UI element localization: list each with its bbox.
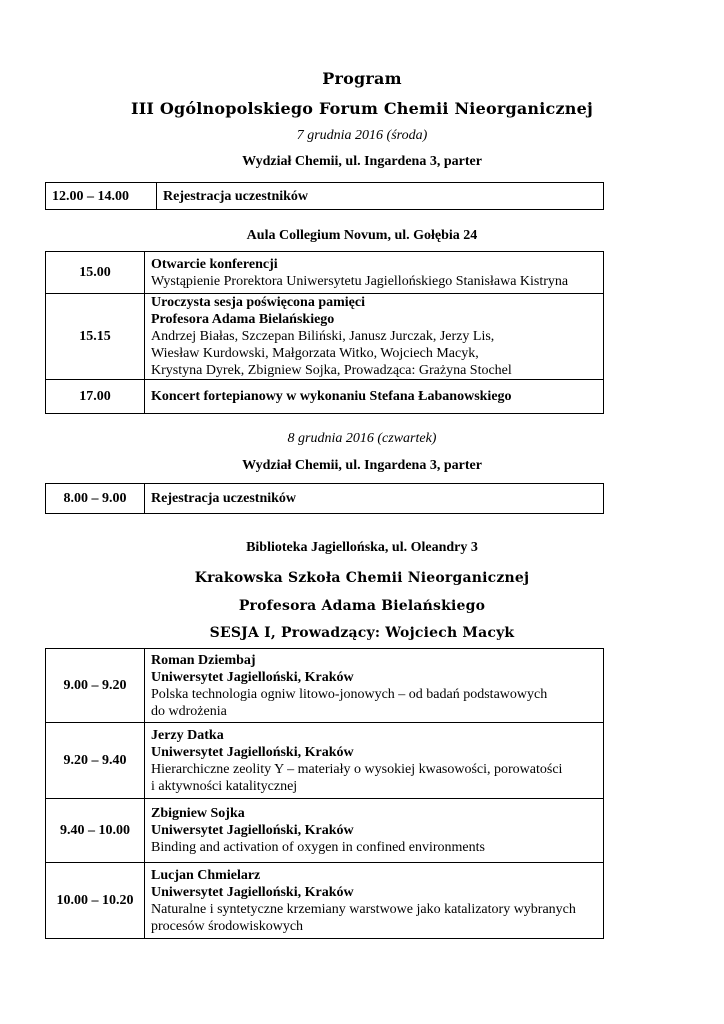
time-cell: 9.20 – 9.40 xyxy=(46,723,145,799)
time-cell: 12.00 – 14.00 xyxy=(46,183,157,210)
talk-cell xyxy=(145,723,604,799)
event-cell xyxy=(145,294,604,380)
speaker-name: Jerzy Datka xyxy=(151,727,224,743)
time-cell: 17.00 xyxy=(46,380,145,414)
talk-cell xyxy=(145,863,604,939)
table-row xyxy=(46,294,604,380)
table-row xyxy=(46,484,604,514)
talk-cell xyxy=(145,799,604,863)
table-row xyxy=(46,723,604,799)
time-cell: 9.00 – 9.20 xyxy=(46,649,145,723)
speaker-affiliation: Uniwersytet Jagielloński, Kraków xyxy=(151,884,354,900)
time-cell: 15.00 xyxy=(46,252,145,294)
day2-venue-2: Biblioteka Jagiellońska, ul. Oleandry 3 xyxy=(246,540,478,555)
talk-title-line: i aktywności katalitycznej xyxy=(151,778,298,794)
time-cell: 10.00 – 10.20 xyxy=(46,863,145,939)
event-title: Otwarcie konferencji xyxy=(151,256,278,272)
table-row xyxy=(46,380,604,414)
day1-venue-2: Aula Collegium Novum, ul. Gołębia 24 xyxy=(246,228,478,243)
day1-venue-1: Wydział Chemii, ul. Ingardena 3, parter xyxy=(242,154,482,169)
speaker-name: Roman Dziembaj xyxy=(151,652,256,668)
event-line: Andrzej Białas, Szczepan Biliński, Janusz Jurczak, Jerzy Lis, xyxy=(151,329,495,344)
event-cell xyxy=(145,252,604,294)
day1-date: 7 grudnia 2016 (środa) xyxy=(296,128,428,143)
event-line: Wiesław Kurdowski, Małgorzata Witko, Wojciech Macyk, xyxy=(151,346,479,361)
day1-schedule-table xyxy=(45,251,604,414)
page-subtitle: III Ogólnopolskiego Forum Chemii Nieorganicznej xyxy=(131,99,593,118)
talk-cell xyxy=(145,649,604,723)
table-row xyxy=(46,799,604,863)
event-line: Wystąpienie Prorektora Uniwersytetu Jagiellońskiego Stanisława Kistryna xyxy=(151,273,569,289)
event-cell: Koncert fortepianowy w wykonaniu Stefana Łabanowskiego xyxy=(145,380,604,414)
talk-title-line: procesów środowiskowych xyxy=(151,918,304,934)
table-row xyxy=(46,183,604,210)
day2-registration-table xyxy=(45,483,604,514)
day2-session-table xyxy=(45,648,604,939)
event-cell: Rejestracja uczestników xyxy=(157,183,604,210)
speaker-affiliation: Uniwersytet Jagielloński, Kraków xyxy=(151,744,354,760)
time-cell: 8.00 – 9.00 xyxy=(46,484,145,514)
page-title: Program xyxy=(322,69,402,88)
day2-venue-1: Wydział Chemii, ul. Ingardena 3, parter xyxy=(242,458,482,473)
table-row xyxy=(46,252,604,294)
talk-title-line: do wdrożenia xyxy=(151,703,227,719)
event-title: Uroczysta sesja poświęcona pamięci xyxy=(151,295,365,310)
day1-registration-table xyxy=(45,182,604,210)
event-title: Profesora Adama Bielańskiego xyxy=(151,312,335,327)
talk-title-line: Binding and activation of oxygen in confined environments xyxy=(151,840,485,855)
table-row xyxy=(46,649,604,723)
time-cell: 9.40 – 10.00 xyxy=(46,799,145,863)
time-cell: 15.15 xyxy=(46,294,145,380)
speaker-affiliation: Uniwersytet Jagielloński, Kraków xyxy=(151,823,354,838)
speaker-affiliation: Uniwersytet Jagielloński, Kraków xyxy=(151,669,354,685)
speaker-name: Lucjan Chmielarz xyxy=(151,867,261,883)
session-label: SESJA I, Prowadzący: Wojciech Macyk xyxy=(209,625,515,641)
table-row xyxy=(46,863,604,939)
event-line: Krystyna Dyrek, Zbigniew Sojka, Prowadząca: Grażyna Stochel xyxy=(151,363,512,378)
day2-date: 8 grudnia 2016 (czwartek) xyxy=(287,431,437,446)
speaker-name: Zbigniew Sojka xyxy=(151,806,245,821)
talk-title-line: Hierarchiczne zeolity Y – materiały o wysokiej kwasowości, porowatości xyxy=(151,761,563,777)
session-title-1: Krakowska Szkoła Chemii Nieorganicznej xyxy=(194,570,530,586)
talk-title-line: Polska technologia ogniw litowo-jonowych – od badań podstawowych xyxy=(151,686,548,702)
session-title-2: Profesora Adama Bielańskiego xyxy=(238,598,486,614)
event-cell: Rejestracja uczestników xyxy=(145,484,604,514)
talk-title-line: Naturalne i syntetyczne krzemiany warstwowe jako katalizatory wybranych xyxy=(151,901,576,917)
